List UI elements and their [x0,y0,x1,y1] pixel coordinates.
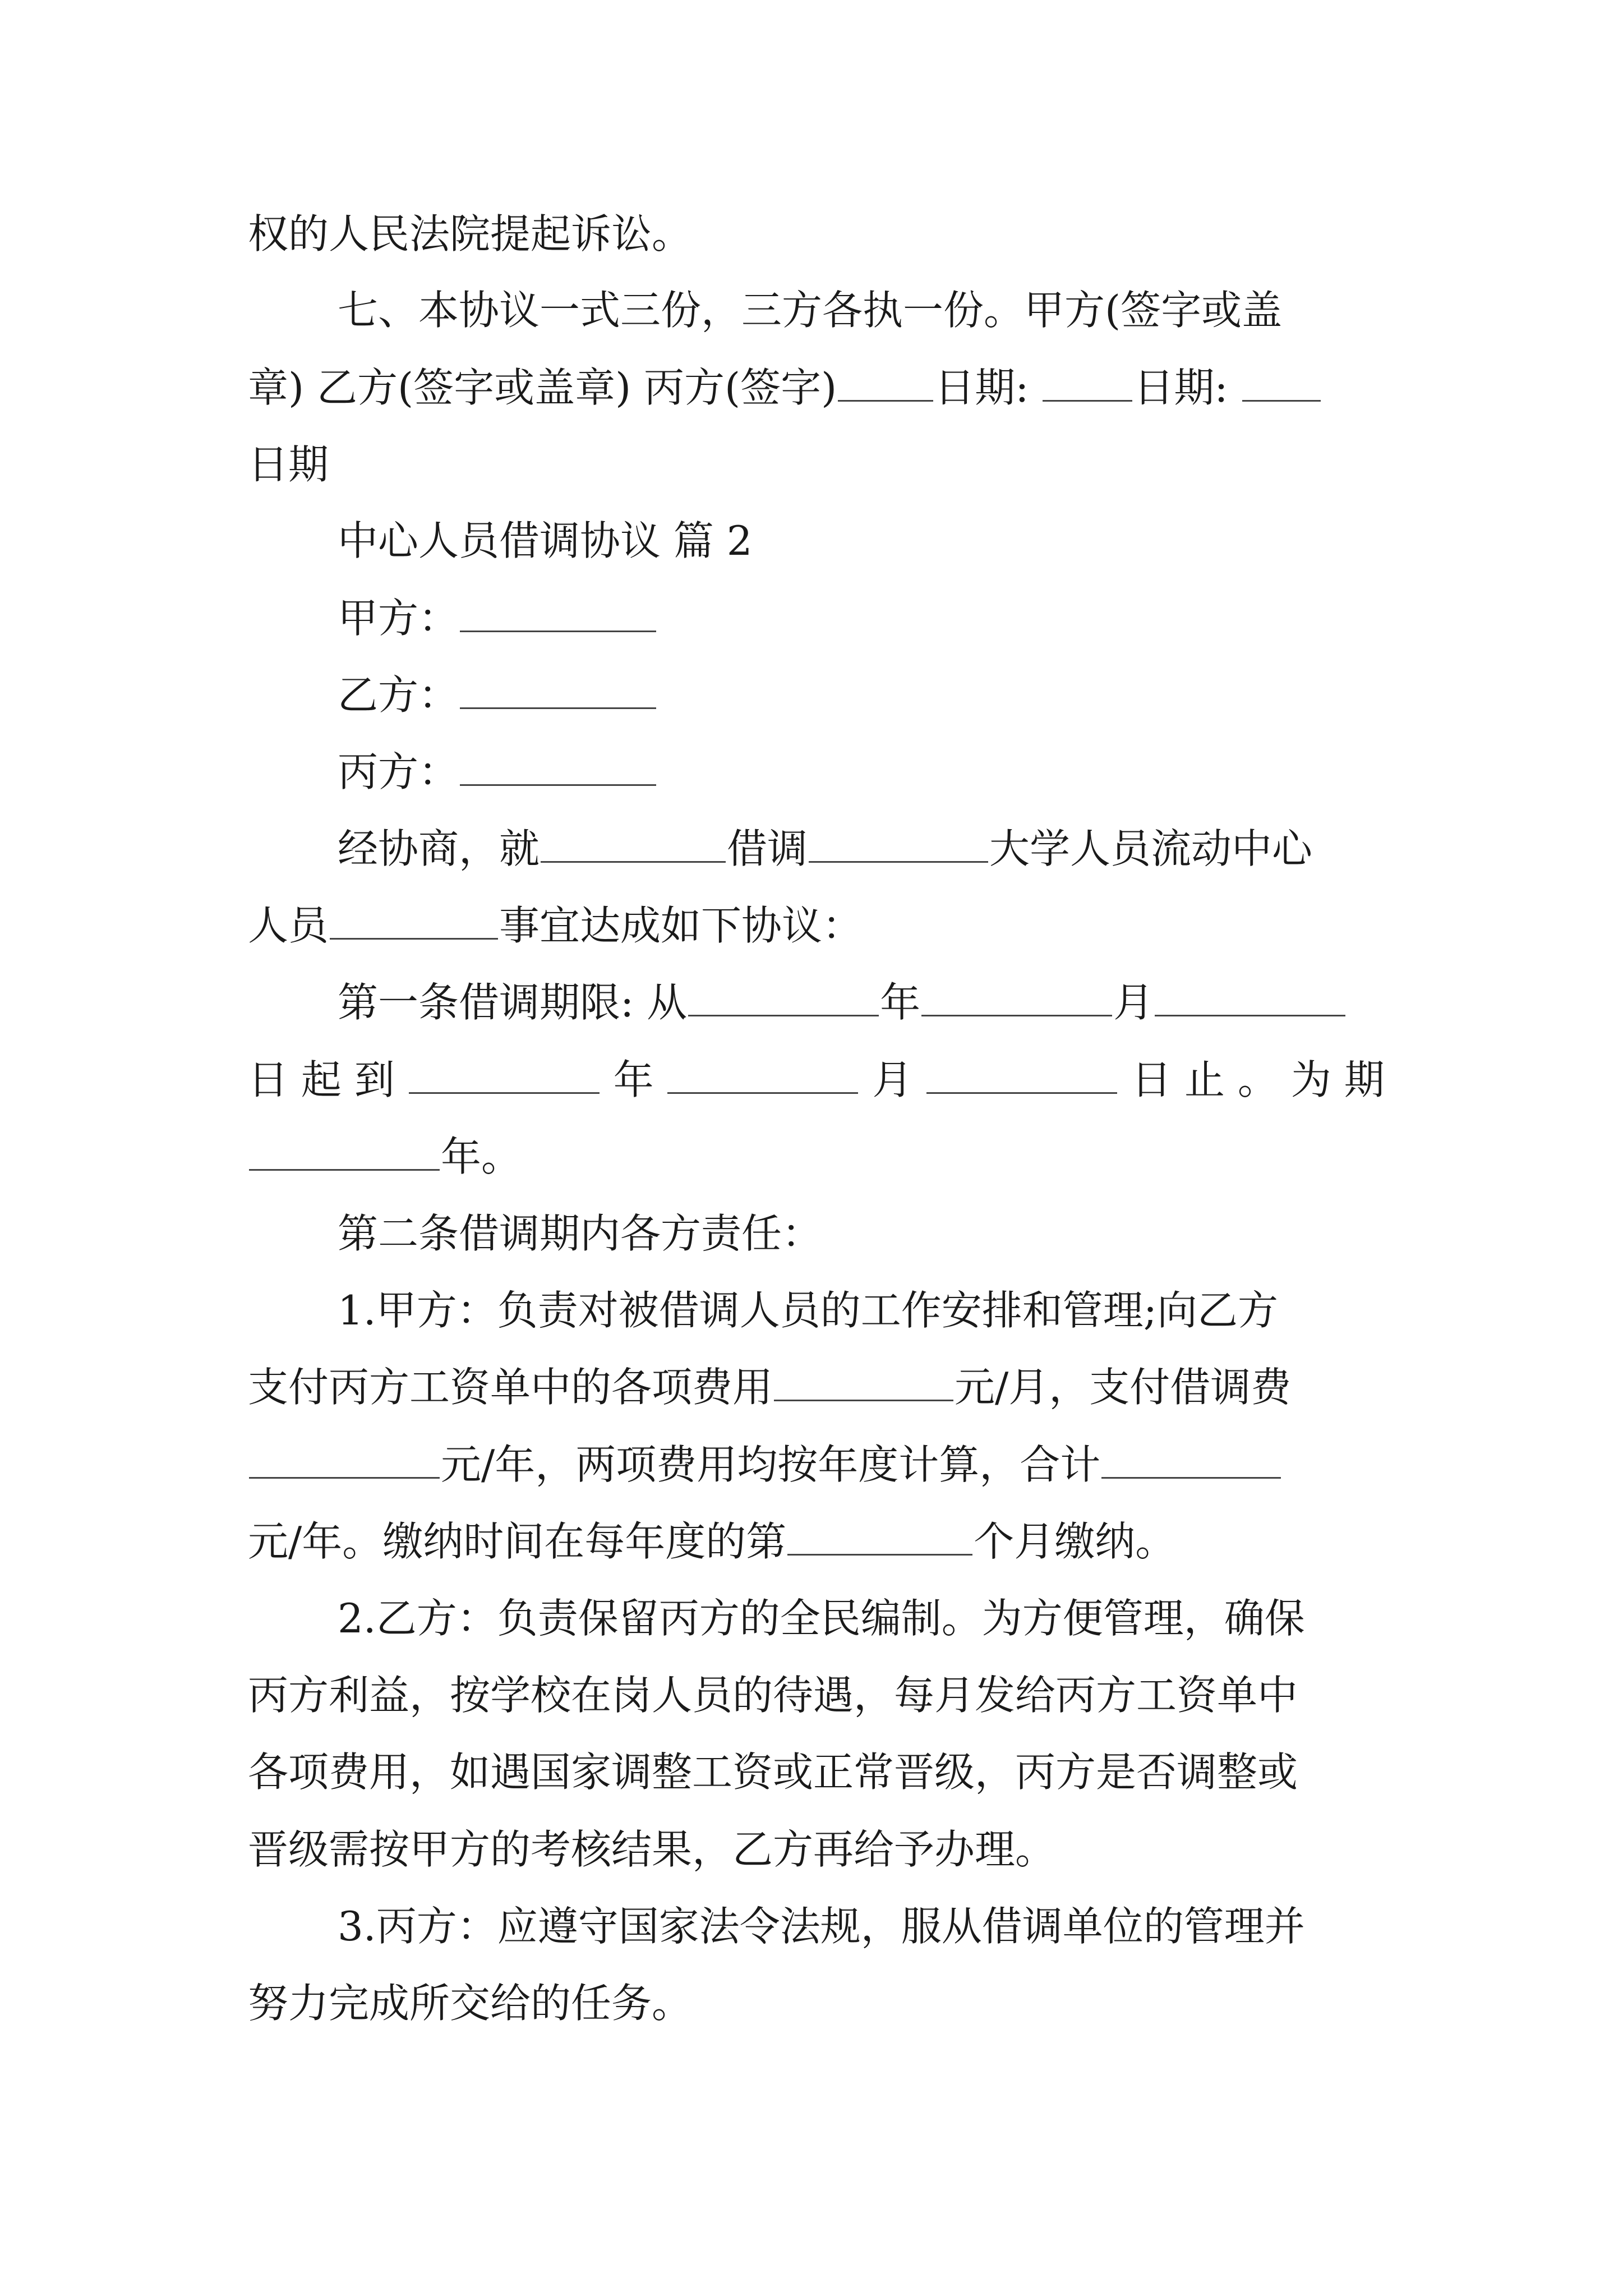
text: 丙方利益，按学校在岗人员的待遇，每月发给丙方工资单中 [248,1672,1298,1719]
text: 权的人民法院提起诉讼。 [248,210,693,257]
text: 月 [1113,979,1154,1026]
blank-field [774,1366,953,1401]
party-label: 甲方： [338,595,459,642]
text: 个月缴纳。 [974,1518,1176,1565]
text: 经协商，就 [338,825,540,872]
paragraph-line [338,1285,1623,1336]
text: 3.丙方：应遵守国家法令法规，服从借调单位的管理并 [338,1903,1305,1950]
blank-field [1155,981,1345,1016]
paragraph-line [338,1901,1623,1952]
party-b-line [338,670,1623,720]
paragraph-line [248,1978,1623,2028]
text: 日期: [934,364,1029,411]
text: 2.乙方：负责保留丙方的全民编制。为方便管理，确保 [338,1595,1305,1642]
blank-field [926,1059,1117,1094]
blank-field [460,597,656,632]
text: 事宜达成如下协议： [499,902,863,949]
text: 各项费用，如遇国家调整工资或正常晋级，丙方是否调整或 [248,1749,1298,1796]
text: 元/月，支付借调费 [955,1364,1292,1411]
text: 日期: [1133,364,1228,411]
text: 第二条借调期内各方责任： [338,1210,823,1257]
blank-field [330,904,498,940]
blank-field [460,751,656,786]
paragraph-line [338,977,1623,1028]
text: 努力完成所交给的任务。 [248,1980,693,2027]
paragraph-line [248,1516,1623,1567]
text: 1.甲方：负责对被借调人员的工作安排和管理;向乙方 [338,1287,1278,1334]
text: 第一条借调期限: 从 [338,979,688,1026]
blank-field [1101,1443,1281,1479]
blank-field [688,981,879,1016]
paragraph-line [248,1131,1623,1182]
paragraph-line [248,209,1623,259]
text: 元/年。缴纳时间在每年度的第 [248,1518,787,1565]
text: 年。 [441,1133,522,1180]
text: 年 [880,979,921,1026]
text: 七、本协议一式三份，三方各执一份。甲方(签字或盖 [338,287,1283,334]
blank-field [1043,366,1132,402]
blank-field [809,827,988,863]
party-a-line [338,593,1623,643]
blank-field [249,1443,440,1479]
text: 借调 [727,825,808,872]
section-title [338,516,1623,566]
text: 晋级需按甲方的考核结果，乙方再给予办理。 [248,1826,1056,1873]
blank-field [249,1135,440,1171]
blank-field [460,674,656,709]
text: 章) 乙方(签字或盖章) 丙方(签字) [248,364,837,411]
title-text: 中心人员借调协议 篇 2 [338,517,753,564]
text: 元/年，两项费用均按年度计算，合计 [441,1441,1101,1488]
paragraph-line [248,1824,1623,1875]
text: 日期 [248,441,329,488]
party-c-line [338,747,1623,797]
paragraph-line [248,1362,1623,1412]
blank-field [667,1059,858,1094]
paragraph-line [338,823,1623,874]
blank-field [838,366,933,402]
paragraph-line [338,285,1623,335]
blank-field [541,827,726,863]
blank-field [787,1520,972,1556]
blank-field [921,981,1112,1016]
paragraph-line [248,1747,1623,1797]
paragraph-line [338,1208,1623,1259]
paragraph-line [248,1055,1623,1105]
blank-field [1242,366,1321,402]
text: 日 止 。 为 期 [1131,1056,1385,1103]
text: 人员 [248,902,329,949]
text: 日 起 到 [248,1056,395,1103]
text: 支付丙方工资单中的各项费用 [248,1364,773,1411]
paragraph-line [338,1593,1623,1644]
paragraph-line [248,1670,1623,1720]
party-label: 乙方： [338,671,459,719]
paragraph-line [248,439,1623,490]
party-label: 丙方： [338,748,459,795]
paragraph-line [248,900,1623,951]
paragraph-line [248,1439,1623,1490]
text: 年 [613,1056,654,1103]
text: 月 [872,1056,913,1103]
text: 大学人员流动中心 [989,825,1313,872]
blank-field [409,1059,600,1094]
signature-line [248,362,1623,413]
